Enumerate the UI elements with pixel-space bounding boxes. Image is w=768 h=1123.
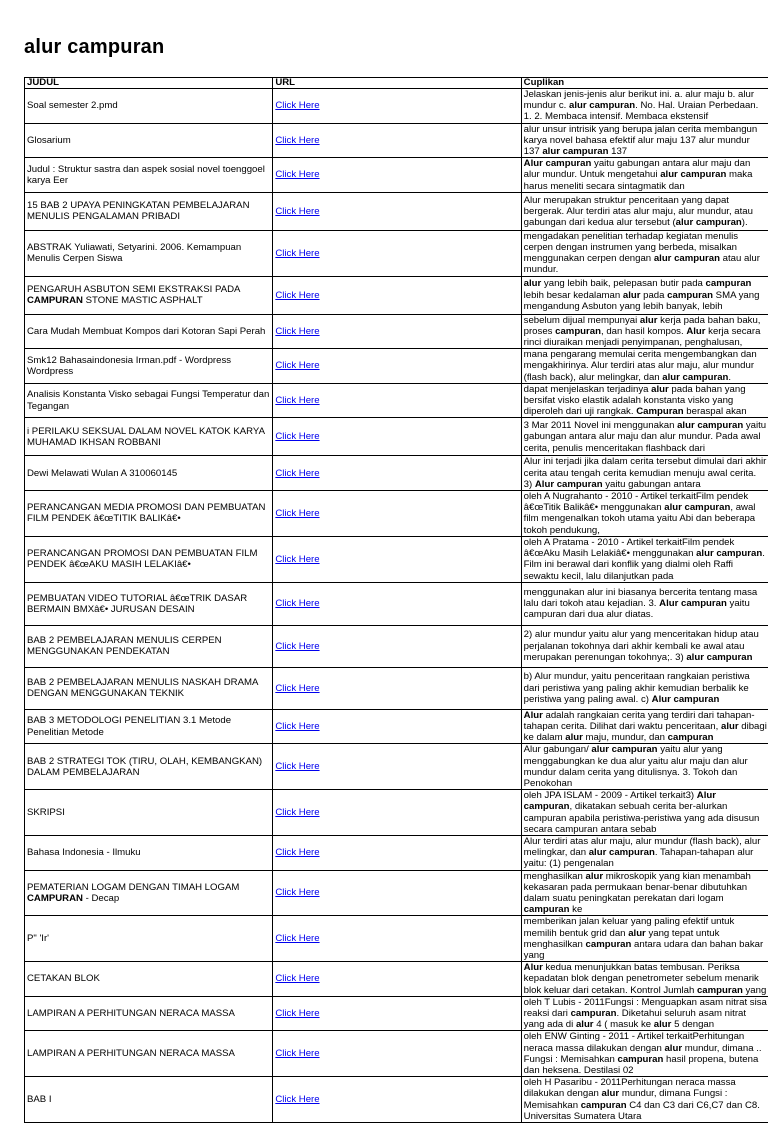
click-here-link[interactable]: Click Here — [275, 326, 319, 337]
cell-cuplikan — [521, 667, 768, 709]
cell-judul — [25, 192, 273, 230]
table-row — [25, 536, 768, 582]
cell-cuplikan — [521, 582, 768, 625]
highlight-term: Alur campuran — [652, 694, 720, 705]
cell-judul — [25, 349, 273, 384]
cell-url — [273, 709, 521, 744]
table-row — [25, 709, 768, 744]
text-segment: dapat menjelaskan terjadinya — [524, 384, 651, 395]
text-segment: LAMPIRAN A PERHITUNGAN NERACA MASSA — [27, 1008, 235, 1019]
text-segment: yaitu gabungan antara alur maju dan alur mundur. Untuk mengetahui — [524, 158, 751, 180]
cell-url — [273, 996, 521, 1031]
highlight-term: alur — [721, 721, 739, 732]
text-segment: . No. Hal. Uraian Perbedaan. 1. 2. Membaca intensif. Membaca ekstensif — [524, 100, 759, 122]
click-here-link[interactable]: Click Here — [275, 1008, 319, 1019]
click-here-link[interactable]: Click Here — [275, 1048, 319, 1059]
highlight-term: alur campuran — [677, 420, 743, 431]
cell-judul — [25, 276, 273, 314]
click-here-link[interactable]: Click Here — [275, 807, 319, 818]
highlight-term: alur campuran — [676, 217, 742, 228]
cell-judul — [25, 1077, 273, 1123]
table-row — [25, 158, 768, 193]
text-segment: ke — [570, 904, 583, 915]
text-segment: kerja pada bahan baku, proses — [524, 315, 761, 337]
text-segment: menggunakan alur ini biasanya bercerita tentang masa lalu dari tokoh atau kejadian. 3. — [524, 587, 758, 609]
table-row — [25, 491, 768, 537]
text-segment: hasil propena, butena dan heksena. Destilasi 02 — [524, 1054, 759, 1076]
highlight-term: alur — [602, 1088, 620, 1099]
cell-judul — [25, 962, 273, 997]
cell-judul — [25, 1031, 273, 1077]
click-here-link[interactable]: Click Here — [275, 721, 319, 732]
cell-judul — [25, 582, 273, 625]
text-segment: Alur terdiri atas alur maju, alur mundur (flash back), alur melingkar, dan — [524, 836, 761, 858]
text-segment: sebelum dijual mempunyai — [524, 315, 640, 326]
text-segment: . — [728, 372, 731, 383]
text-segment: Cara Mudah Membuat Kompos dari Kotoran Sapi Perah — [27, 326, 265, 337]
text-segment: pada bahan yang bersifat visko elastik adalah konstanta visko yang diperoleh dari uji rangkak. — [524, 384, 746, 417]
text-segment: 5 dengan — [671, 1019, 714, 1030]
highlight-term: campuran — [555, 326, 601, 337]
cell-cuplikan — [521, 962, 768, 997]
highlight-term: alur — [524, 278, 542, 289]
highlight-term: Alur — [524, 962, 543, 973]
text-segment: oleh T Lubis - 2011Fungsi : Menguapkan asam nitrat sisa reaksi dari — [524, 997, 767, 1019]
highlight-term: CAMPURAN — [27, 893, 83, 904]
highlight-term: campuran — [668, 732, 714, 743]
highlight-term: alur — [628, 928, 646, 939]
text-segment: yang lebih baik, pelepasan butir pada — [541, 278, 705, 289]
text-segment: Jelaskan jenis-jenis alur berikut ini. a. alur maju b. alur mundur c. — [524, 89, 754, 111]
table-row — [25, 89, 768, 124]
table-row — [25, 418, 768, 456]
text-segment: mana pengarang memulai cerita mengembangkan dan mengakhirinya. Alur terdiri atas alur maju, alur mundur (flash back), alur melingkar, dan — [524, 349, 757, 382]
highlight-term: CAMPURAN — [27, 295, 83, 306]
table-row — [25, 916, 768, 962]
cell-judul — [25, 744, 273, 790]
cell-cuplikan — [521, 1077, 768, 1123]
text-segment: Bahasa Indonesia - Ilmuku — [27, 847, 141, 858]
text-segment: . Tahapan-tahapan alur yaitu: (1) pengenalan — [524, 847, 754, 869]
click-here-link[interactable]: Click Here — [275, 360, 319, 371]
cell-cuplikan — [521, 89, 768, 124]
highlight-term: alur — [654, 1019, 672, 1030]
text-segment: ABSTRAK Yuliawati, Setyarini. 2006. Kemampuan Menulis Cerpen Siswa — [27, 242, 241, 264]
cell-judul — [25, 667, 273, 709]
cell-url — [273, 314, 521, 349]
highlight-term: Alur campuran — [524, 158, 592, 169]
cell-judul — [25, 383, 273, 418]
text-segment: ). — [742, 217, 748, 228]
highlight-term: alur — [586, 871, 604, 882]
text-segment: oleh JPA ISLAM - 2009 - Artikel terkait3) — [524, 790, 697, 801]
highlight-term: alur — [623, 290, 641, 301]
click-here-link[interactable]: Click Here — [275, 683, 319, 694]
text-segment: Alur gabungan/ — [524, 744, 592, 755]
text-segment: SKRIPSI — [27, 807, 65, 818]
click-here-link[interactable]: Click Here — [275, 395, 319, 406]
cell-judul — [25, 230, 273, 276]
text-segment: , dikatakan sebuah cerita ber-alurkan campuran apabila peristiwa-peristiwa yang ada disusun secara campuran antara sebab — [524, 801, 760, 834]
cell-cuplikan — [521, 744, 768, 790]
table-row — [25, 349, 768, 384]
text-segment: Alur ini terjadi jika dalam cerita tersebut dimulai dari akhir cerita atau tengah cerita kemudian menuju awal cerita. 3) — [524, 456, 767, 489]
highlight-term: campuran — [667, 290, 713, 301]
table-row — [25, 383, 768, 418]
cell-cuplikan — [521, 996, 768, 1031]
click-here-link[interactable]: Click Here — [275, 169, 319, 180]
text-segment: BAB 2 PEMBELAJARAN MENULIS CERPEN MENGGUNAKAN PENDEKATAN — [27, 635, 222, 657]
table-row — [25, 962, 768, 997]
highlight-term: alur — [565, 732, 583, 743]
text-segment: antara udara dan bahan bakar yang — [524, 939, 764, 961]
results-table — [24, 77, 768, 1123]
cell-cuplikan — [521, 491, 768, 537]
text-segment: yaitu alur yang menggabungkan ke dua alur yaitu alur maju dan alur mundur dalam cerita yang ditulisnya. 3. Tokoh dan Penokohan — [524, 744, 748, 789]
text-segment: memberikan jalan keluar yang paling efektif untuk memilih bentuk grid dan — [524, 916, 735, 938]
table-row — [25, 790, 768, 836]
cell-cuplikan — [521, 192, 768, 230]
text-segment: yaitu gabungan antara alur maju dan alur mundur. Pada awal cerita, penulis menceritakan flashback dari — [524, 420, 766, 453]
text-segment: kedua menunjukkan batas tembusan. Periksa kepadatan blok dengan penetrometer sebelum menarik blok keluar dari cetakan. Kontrol Jumlah — [524, 962, 759, 995]
text-segment: oleh A Pratama - 2010 - Artikel terkaitFilm pendek â€œAku Masih Lelakiâ€• menggunakan — [524, 537, 735, 559]
cell-cuplikan — [521, 536, 768, 582]
table-row — [25, 192, 768, 230]
click-here-link[interactable]: Click Here — [275, 206, 319, 217]
click-here-link[interactable]: Click Here — [275, 100, 319, 111]
click-here-link[interactable]: Click Here — [275, 933, 319, 944]
text-segment: 2) alur mundur yaitu alur yang menceritakan hidup atau perjalanan tokohnya dari akhir kembali ke awal atau merupakan perenungan tokohnya;. 3) — [524, 629, 759, 662]
text-segment: adalah rangkaian cerita yang terdiri dari tahapan- tahapan cerita. Dilihat dari waktu penceritaan, — [524, 710, 755, 732]
cell-cuplikan — [521, 123, 768, 158]
cell-url — [273, 89, 521, 124]
cell-judul — [25, 158, 273, 193]
text-segment: PERANCANGAN MEDIA PROMOSI DAN PEMBUATAN FILM PENDEK â€œTITIK BALIKâ€• — [27, 502, 265, 524]
text-segment: . Film ini berawal dari konflik yang dialmi oleh Raffi sewaktu kecil, lalu dilanjutkan pada — [524, 548, 765, 581]
cell-cuplikan — [521, 870, 768, 916]
cell-cuplikan — [521, 1031, 768, 1077]
cell-judul — [25, 625, 273, 667]
text-segment: STONE MASTIC ASPHALT — [83, 295, 203, 306]
highlight-term: Alur campuran — [535, 479, 603, 490]
cell-judul — [25, 418, 273, 456]
text-segment: yaitu campuran dari dua alur diatas. — [524, 598, 750, 620]
cell-url — [273, 744, 521, 790]
cell-judul — [25, 89, 273, 124]
text-segment: pada — [640, 290, 667, 301]
table-row — [25, 230, 768, 276]
text-segment: . Diketahui seluruh asam nitrat yang ada di — [524, 1008, 746, 1030]
cell-url — [273, 835, 521, 870]
cell-url — [273, 962, 521, 997]
text-segment: Alur merupakan struktur penceritaan yang dapat bergerak. Alur terdiri atas alur maju, alur mundur, atau gabungan dari kedua alur tersebut ( — [524, 195, 753, 228]
text-segment: oleh A Nugrahanto - 2010 - Artikel terkaitFilm pendek â€œTitik Balikâ€• menggunakan — [524, 491, 749, 513]
text-segment: dibagi ke dalam — [524, 721, 767, 743]
highlight-term: campuran — [618, 1054, 664, 1065]
text-segment: oleh ENW Ginting - 2011 - Artikel terkaitPerhitungan neraca massa dilakukan dengan — [524, 1031, 745, 1053]
highlight-term: alur campuran — [686, 652, 752, 663]
text-segment: PEMATERIAN LOGAM DENGAN TIMAH LOGAM — [27, 882, 239, 893]
text-segment: 15 BAB 2 UPAYA PENINGKATAN PEMBELAJARAN MENULIS PENGALAMAN PRIBADI — [27, 200, 250, 222]
click-here-link[interactable]: Click Here — [275, 554, 319, 565]
highlight-term: alur campuran — [591, 744, 657, 755]
cell-judul — [25, 456, 273, 491]
highlight-term: alur campuran — [660, 169, 726, 180]
click-here-link[interactable]: Click Here — [275, 135, 319, 146]
highlight-term: campuran — [586, 939, 632, 950]
cell-judul — [25, 491, 273, 537]
header-url: URL — [273, 78, 521, 89]
text-segment: BAB 2 STRATEGI TOK (TIRU, OLAH, KEMBANGKAN) DALAM PEMBELAJARAN — [27, 756, 262, 778]
highlight-term: alur — [664, 1043, 682, 1054]
click-here-link[interactable]: Click Here — [275, 508, 319, 519]
page-title: alur campuran — [24, 36, 164, 59]
text-segment: b) Alur mundur, yaitu penceritaan rangkaian peristiwa dari peristiwa yang paling akhir kemudian berbalik ke peristiwa yang paling awal. c) — [524, 671, 750, 704]
text-segment: yang tepat untuk menghasilkan — [524, 928, 720, 950]
cell-cuplikan — [521, 314, 768, 349]
highlight-term: Alur campuran — [524, 790, 716, 812]
cell-cuplikan — [521, 418, 768, 456]
cell-url — [273, 790, 521, 836]
highlight-term: Campuran — [636, 406, 683, 417]
table-row — [25, 276, 768, 314]
highlight-term: campuran — [697, 985, 743, 996]
cell-cuplikan — [521, 835, 768, 870]
cell-cuplikan — [521, 158, 768, 193]
text-segment: lebih besar kedalaman — [524, 290, 623, 301]
text-segment: CETAKAN BLOK — [27, 973, 100, 984]
text-segment: Soal semester 2.pmd — [27, 100, 118, 111]
cell-url — [273, 158, 521, 193]
text-segment: C4 dan C3 dari C6,C7 dan C8. Universitas Sumatera Utara — [524, 1100, 760, 1122]
table-row — [25, 123, 768, 158]
cell-url — [273, 916, 521, 962]
highlight-term: campuran — [706, 278, 752, 289]
text-segment: , awal film mengenalkan tokoh utama yaitu Abi dan beberapa tokoh pendukung, — [524, 502, 756, 535]
text-segment: - Decap — [83, 893, 119, 904]
text-segment: mengadakan penelitian terhadap kegiatan menulis cerpen dengan instrumen yang berbeda, misalkan menggunakan cerpen dengan — [524, 231, 738, 264]
cell-cuplikan — [521, 230, 768, 276]
text-segment: Analisis Konstanta Visko sebagai Fungsi Temperatur dan Tegangan — [27, 389, 269, 411]
cell-judul — [25, 916, 273, 962]
cell-url — [273, 536, 521, 582]
text-segment: beraspal akan — [684, 406, 747, 417]
click-here-link[interactable]: Click Here — [275, 847, 319, 858]
text-segment: BAB I — [27, 1094, 52, 1105]
cell-judul — [25, 870, 273, 916]
cell-judul — [25, 996, 273, 1031]
highlight-term: campuran — [571, 1008, 617, 1019]
highlight-term: alur campuran — [662, 372, 728, 383]
table-row — [25, 996, 768, 1031]
cell-url — [273, 456, 521, 491]
text-segment: alur unsur intrisik yang berupa jalan cerita membangun karya novel bahasa efektif alur maju 137 alur mundur 137 — [524, 124, 758, 157]
cell-url — [273, 418, 521, 456]
highlight-term: alur campuran — [664, 502, 730, 513]
cell-cuplikan — [521, 276, 768, 314]
highlight-term: alur campuran — [589, 847, 655, 858]
text-segment: oleh H Pasaribu - 2011Perhitungan neraca massa dilakukan dengan — [524, 1077, 736, 1099]
text-segment: 137 — [608, 146, 627, 157]
text-segment: PEMBUATAN VIDEO TUTORIAL â€œTRIK DASAR BERMAIN BMXâ€• JURUSAN DESAIN — [27, 593, 247, 615]
click-here-link[interactable]: Click Here — [275, 468, 319, 479]
cell-url — [273, 349, 521, 384]
table-row — [25, 456, 768, 491]
table-row — [25, 625, 768, 667]
text-segment: PERANCANGAN PROMOSI DAN PEMBUATAN FILM PENDEK â€œAKU MASIH LELAKIâ€• — [27, 548, 257, 570]
cell-url — [273, 870, 521, 916]
text-segment: maka harus meneliti secara sintagmatik dan — [524, 169, 753, 191]
cell-url — [273, 582, 521, 625]
highlight-term: alur — [651, 384, 669, 395]
click-here-link[interactable]: Click Here — [275, 973, 319, 984]
table-row — [25, 582, 768, 625]
highlight-term: alur campuran — [569, 100, 635, 111]
cell-url — [273, 192, 521, 230]
cell-url — [273, 491, 521, 537]
text-segment: menghasilkan — [524, 871, 586, 882]
cell-url — [273, 230, 521, 276]
text-segment: Smk12 Bahasaindonesia Irman.pdf - Wordpress Wordpress — [27, 355, 231, 377]
cell-cuplikan — [521, 456, 768, 491]
text-segment: atau alur mundur. — [524, 253, 760, 275]
header-cuplikan: Cuplikan — [521, 78, 768, 89]
cell-cuplikan — [521, 709, 768, 744]
text-segment: P" 'Ir' — [27, 933, 49, 944]
text-segment: Dewi Melawati Wulan A 310060145 — [27, 468, 177, 479]
text-segment: LAMPIRAN A PERHITUNGAN NERACA MASSA — [27, 1048, 235, 1059]
click-here-link[interactable]: Click Here — [275, 248, 319, 259]
text-segment: kerja secara rinci diuraikan menjadi penyimpanan, penghalusan, — [524, 326, 761, 348]
click-here-link[interactable]: Click Here — [275, 887, 319, 898]
highlight-term: Alur — [524, 710, 543, 721]
highlight-term: campuran — [524, 904, 570, 915]
cell-url — [273, 276, 521, 314]
highlight-term: alur — [576, 1019, 594, 1030]
click-here-link[interactable]: Click Here — [275, 641, 319, 652]
highlight-term: alur campuran — [654, 253, 720, 264]
cell-cuplikan — [521, 383, 768, 418]
text-segment: mundur, dimana Fungsi : Memisahkan — [524, 1088, 728, 1110]
cell-judul — [25, 709, 273, 744]
cell-url — [273, 1031, 521, 1077]
table-row — [25, 1077, 768, 1123]
table-header-row — [25, 78, 768, 89]
text-segment: maju, mundur, dan — [583, 732, 668, 743]
highlight-term: Alur — [686, 326, 705, 337]
table-body — [25, 89, 768, 1123]
text-segment: PENGARUH ASBUTON SEMI EKSTRAKSI PADA — [27, 284, 240, 295]
click-here-link[interactable]: Click Here — [275, 761, 319, 772]
text-segment: yang — [743, 985, 766, 996]
text-segment: 3 Mar 2011 Novel ini menggunakan — [524, 420, 677, 431]
cell-cuplikan — [521, 349, 768, 384]
click-here-link[interactable]: Click Here — [275, 290, 319, 301]
text-segment: 4 ( masuk ke — [594, 1019, 654, 1030]
text-segment: mikroskopik yang kian menambah kekasaran pada permukaan benar-benar dibutuhkan dalam suatu peningkatan perekatan dari logam — [524, 871, 751, 904]
table-row — [25, 744, 768, 790]
table-row — [25, 1031, 768, 1077]
cell-cuplikan — [521, 790, 768, 836]
cell-url — [273, 625, 521, 667]
text-segment: SMA yang mengandung Asbuton yang lebih banyak, lebih — [524, 290, 760, 312]
table-row — [25, 870, 768, 916]
cell-judul — [25, 536, 273, 582]
text-segment: BAB 2 PEMBELAJARAN MENULIS NASKAH DRAMA DENGAN MENGGUNAKAN TEKNIK — [27, 677, 258, 699]
cell-url — [273, 123, 521, 158]
highlight-term: alur campuran — [542, 146, 608, 157]
cell-cuplikan — [521, 916, 768, 962]
cell-judul — [25, 123, 273, 158]
text-segment: i PERILAKU SEKSUAL DALAM NOVEL KATOK KARYA MUHAMAD IKHSAN ROBBANI — [27, 426, 264, 448]
table-row — [25, 835, 768, 870]
click-here-link[interactable]: Click Here — [275, 1094, 319, 1105]
text-segment: mundur, dimana .. Fungsi : Memisahkan — [524, 1043, 762, 1065]
text-segment: Glosarium — [27, 135, 71, 146]
text-segment: BAB 3 METODOLOGI PENELITIAN 3.1 Metode Penelitian Metode — [27, 715, 231, 737]
highlight-term: alur — [640, 315, 658, 326]
cell-judul — [25, 790, 273, 836]
click-here-link[interactable]: Click Here — [275, 598, 319, 609]
cell-judul — [25, 835, 273, 870]
highlight-term: alur campuran — [696, 548, 762, 559]
highlight-term: Alur campuran — [659, 598, 727, 609]
highlight-term: campuran — [581, 1100, 627, 1111]
cell-cuplikan — [521, 625, 768, 667]
text-segment: , dan hasil kompos. — [601, 326, 686, 337]
cell-url — [273, 667, 521, 709]
text-segment: yaitu gabungan antara — [603, 479, 701, 490]
click-here-link[interactable]: Click Here — [275, 431, 319, 442]
header-judul: JUDUL — [25, 78, 273, 89]
table-row — [25, 314, 768, 349]
cell-url — [273, 383, 521, 418]
cell-url — [273, 1077, 521, 1123]
cell-judul — [25, 314, 273, 349]
text-segment: Judul : Struktur sastra dan aspek sosial novel toenggoel karya Eer — [27, 164, 265, 186]
table-row — [25, 667, 768, 709]
